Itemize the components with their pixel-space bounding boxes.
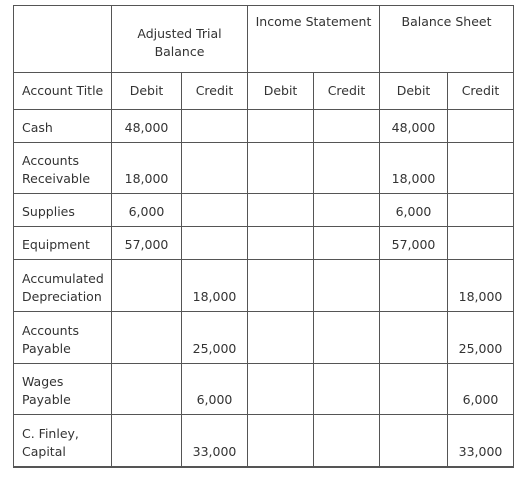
atb-credit-header: Credit <box>182 73 248 110</box>
bs-credit-cell <box>448 110 514 143</box>
account-title-cell: Accounts Payable <box>14 312 112 364</box>
bs-credit-cell <box>448 227 514 260</box>
account-title-header: Account Title <box>14 73 112 110</box>
bs-debit-header: Debit <box>380 73 448 110</box>
bs-credit-cell <box>448 143 514 194</box>
atb-debit-cell: 6,000 <box>112 194 182 227</box>
atb-debit-cell: 48,000 <box>112 110 182 143</box>
atb-debit-cell <box>112 260 182 312</box>
account-title-cell: Wages Payable <box>14 364 112 415</box>
bs-debit-cell: 48,000 <box>380 110 448 143</box>
is-credit-cell <box>314 415 380 467</box>
group-header-row <box>14 6 514 73</box>
table-row <box>14 364 514 415</box>
is-debit-cell <box>248 143 314 194</box>
atb-credit-cell: 18,000 <box>182 260 248 312</box>
account-title-cell: Accounts Receivable <box>14 143 112 194</box>
bs-debit-cell: 6,000 <box>380 194 448 227</box>
atb-debit-cell <box>112 415 182 467</box>
is-credit-cell <box>314 110 380 143</box>
bs-debit-cell <box>380 415 448 467</box>
atb-credit-cell <box>182 143 248 194</box>
bs-debit-cell <box>380 312 448 364</box>
bs-credit-header: Credit <box>448 73 514 110</box>
bs-credit-cell: 25,000 <box>448 312 514 364</box>
group-header-blank <box>14 6 112 73</box>
is-credit-cell <box>314 194 380 227</box>
is-credit-cell <box>314 227 380 260</box>
atb-debit-cell <box>112 312 182 364</box>
is-debit-cell <box>248 194 314 227</box>
is-credit-cell <box>314 312 380 364</box>
table-row <box>14 143 514 194</box>
is-debit-cell <box>248 312 314 364</box>
account-title-cell: Equipment <box>14 227 112 260</box>
atb-credit-cell <box>182 110 248 143</box>
bs-credit-cell <box>448 194 514 227</box>
is-debit-cell <box>248 364 314 415</box>
atb-credit-cell: 25,000 <box>182 312 248 364</box>
adjusted-trial-balance-header: Adjusted Trial Balance <box>112 6 248 73</box>
atb-debit-cell: 18,000 <box>112 143 182 194</box>
bs-credit-cell: 6,000 <box>448 364 514 415</box>
bs-debit-cell: 18,000 <box>380 143 448 194</box>
atb-debit-cell <box>112 364 182 415</box>
atb-debit-cell: 57,000 <box>112 227 182 260</box>
account-title-cell: Accumulated Depreciation <box>14 260 112 312</box>
bs-credit-cell: 33,000 <box>448 415 514 467</box>
table-row <box>14 312 514 364</box>
is-credit-cell <box>314 260 380 312</box>
account-title-cell: C. Finley, Capital <box>14 415 112 467</box>
table-row <box>14 260 514 312</box>
is-debit-cell <box>248 260 314 312</box>
is-debit-cell <box>248 227 314 260</box>
bs-credit-cell: 18,000 <box>448 260 514 312</box>
table-row <box>14 194 514 227</box>
atb-credit-cell: 6,000 <box>182 364 248 415</box>
worksheet-table <box>13 5 514 468</box>
balance-sheet-header: Balance Sheet <box>380 6 514 73</box>
account-title-cell: Supplies <box>14 194 112 227</box>
atb-credit-cell <box>182 227 248 260</box>
table-row <box>14 110 514 143</box>
bs-debit-cell: 57,000 <box>380 227 448 260</box>
bs-debit-cell <box>380 260 448 312</box>
is-credit-header: Credit <box>314 73 380 110</box>
atb-credit-cell <box>182 194 248 227</box>
table-row <box>14 415 514 467</box>
column-header-row <box>14 73 514 110</box>
table-row <box>14 227 514 260</box>
account-title-cell: Cash <box>14 110 112 143</box>
is-credit-cell <box>314 143 380 194</box>
is-debit-cell <box>248 415 314 467</box>
is-credit-cell <box>314 364 380 415</box>
atb-debit-header: Debit <box>112 73 182 110</box>
is-debit-header: Debit <box>248 73 314 110</box>
atb-credit-cell: 33,000 <box>182 415 248 467</box>
bs-debit-cell <box>380 364 448 415</box>
income-statement-header: Income Statement <box>248 6 380 73</box>
is-debit-cell <box>248 110 314 143</box>
